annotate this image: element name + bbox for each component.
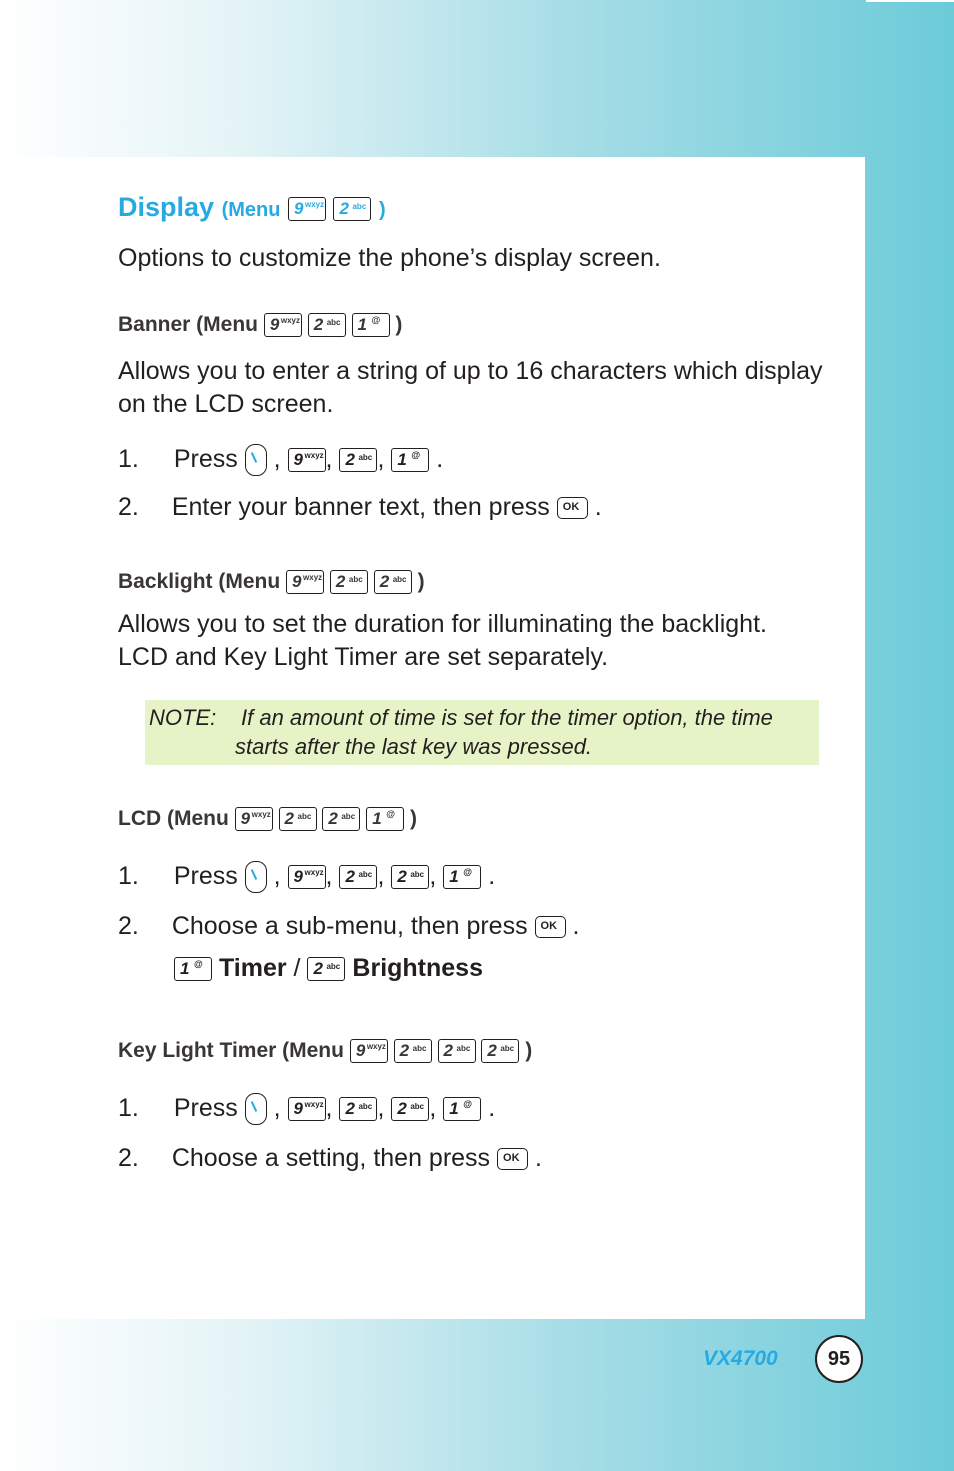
option-brightness: Brightness — [352, 954, 483, 982]
key-2-icon — [374, 570, 412, 594]
comma: , — [377, 445, 385, 473]
key-sub: abc — [410, 870, 425, 880]
key-sub: abc — [500, 1044, 515, 1054]
comma: , — [429, 862, 437, 890]
period: . — [488, 862, 496, 890]
period: . — [488, 1094, 496, 1122]
key-sub: abc — [358, 1102, 373, 1112]
key-sub: abc — [410, 1102, 425, 1112]
comma: , — [325, 862, 333, 890]
intro-text: Options to customize the phone’s display screen. — [118, 244, 661, 272]
key-num: 9 — [293, 198, 304, 218]
key-9-icon — [235, 807, 273, 831]
key-sub: wxyz — [304, 868, 324, 878]
key-num: 2 — [313, 315, 324, 335]
step-text: Choose a sub-menu, then press — [171, 912, 528, 940]
key-2-icon — [307, 957, 345, 981]
key-num: 9 — [292, 572, 302, 592]
comma: , — [273, 1094, 281, 1122]
backlight-heading-close: ) — [417, 570, 425, 593]
comma: , — [429, 1094, 437, 1122]
key-2-icon — [339, 1097, 377, 1121]
comma: , — [273, 862, 281, 890]
key-num: 2 — [335, 572, 346, 592]
note-label: NOTE: — [149, 705, 217, 730]
key-1-icon — [443, 1097, 481, 1121]
step-number: 2. — [118, 493, 139, 521]
key-num: 9 — [355, 1041, 366, 1061]
banner-heading-close: ) — [395, 313, 403, 336]
comma: , — [377, 862, 385, 890]
key-num: 1 — [449, 1099, 459, 1119]
ok-key-icon — [557, 497, 588, 519]
key-1-icon — [352, 313, 390, 337]
period: . — [534, 1144, 542, 1172]
key-sub: wxyz — [304, 199, 325, 209]
key-2-icon — [339, 448, 377, 472]
key-num: 1 — [449, 867, 459, 887]
key-1-icon — [391, 448, 429, 472]
key-num: 2 — [328, 809, 338, 829]
key-sub: abc — [348, 575, 363, 585]
key-sub: abc — [412, 1044, 427, 1054]
key-num: 2 — [397, 1099, 407, 1119]
backlight-heading — [118, 570, 425, 594]
key-sub: @ — [411, 450, 421, 461]
key-num: 2 — [399, 1041, 410, 1061]
key-sub: OK — [562, 501, 580, 514]
key-num: 2 — [379, 572, 390, 592]
key-num: 9 — [269, 315, 280, 335]
lcd-step-1 — [118, 860, 495, 893]
menu-label: (Menu — [221, 199, 281, 221]
keylight-step-2 — [118, 1142, 542, 1175]
keylight-step-1 — [118, 1092, 495, 1125]
model-name: VX4700 — [703, 1347, 778, 1370]
menu-key-mark — [250, 869, 256, 880]
step-text: Press — [173, 862, 238, 890]
key-2-icon — [308, 313, 346, 337]
banner-desc-2: on the LCD screen. — [118, 390, 334, 418]
period: . — [594, 493, 602, 521]
key-1-icon — [174, 957, 212, 981]
menu-key-icon — [245, 444, 267, 476]
option-timer: Timer — [218, 954, 287, 982]
key-sub: OK — [540, 920, 558, 933]
banner-step-2 — [118, 491, 602, 524]
menu-key-mark — [250, 1101, 256, 1112]
ok-key-icon — [497, 1148, 528, 1170]
comma: , — [325, 1094, 333, 1122]
key-num: 2 — [339, 198, 349, 218]
key-sub: wxyz — [251, 810, 271, 820]
key-num: 2 — [487, 1041, 497, 1061]
key-num: 2 — [313, 959, 323, 979]
step-text: Choose a setting, then press — [171, 1144, 491, 1172]
menu-close: ) — [379, 199, 386, 221]
key-sub: @ — [463, 1099, 473, 1110]
key-num: 1 — [397, 450, 407, 470]
key-9-icon — [288, 448, 326, 472]
key-2-icon — [330, 570, 368, 594]
key-sub: @ — [463, 867, 473, 878]
comma: , — [377, 1094, 385, 1122]
key-num: 2 — [443, 1041, 453, 1061]
keylight-heading — [118, 1039, 532, 1063]
top-edge-line — [866, 0, 954, 2]
key-num: 2 — [284, 809, 294, 829]
key-num: 9 — [293, 1099, 303, 1119]
key-sub: @ — [386, 809, 395, 820]
banner-heading-text: Banner (Menu — [118, 313, 259, 336]
key-num: 2 — [345, 1099, 355, 1119]
section-title — [118, 192, 386, 223]
banner-step-1 — [118, 443, 443, 476]
lcd-heading-close: ) — [410, 807, 418, 830]
key-sub: abc — [297, 812, 312, 822]
note-line-1: If an amount of time is set for the timer option, the time — [241, 705, 773, 730]
key-sub: wxyz — [303, 573, 323, 583]
banner-heading — [118, 313, 402, 337]
step-number: 2. — [118, 1144, 139, 1172]
lcd-heading-text: LCD (Menu — [118, 807, 229, 830]
note-box — [145, 700, 819, 765]
backlight-heading-text: Backlight (Menu — [118, 570, 281, 593]
key-sub: @ — [371, 315, 381, 326]
key-9-icon — [286, 570, 324, 594]
key-sub: abc — [358, 453, 373, 463]
step-number: 1. — [118, 445, 139, 473]
key-sub: wxyz — [304, 1100, 324, 1110]
step-text: Press — [173, 445, 238, 473]
key-2-icon — [394, 1039, 432, 1063]
page-number: 95 — [815, 1335, 863, 1383]
key-2-icon — [339, 865, 377, 889]
backlight-desc-2: LCD and Key Light Timer are set separately. — [118, 643, 609, 671]
key-sub: abc — [326, 962, 341, 972]
ok-key-icon — [535, 916, 566, 938]
step-text: Enter your banner text, then press — [171, 493, 550, 521]
key-2-icon — [279, 807, 317, 831]
key-9-icon — [288, 197, 326, 221]
keylight-heading-close: ) — [525, 1039, 533, 1062]
lcd-options — [174, 954, 483, 983]
key-1-icon — [443, 865, 481, 889]
period: . — [436, 445, 444, 473]
key-2-icon — [438, 1039, 476, 1063]
key-sub: abc — [358, 870, 373, 880]
key-2-icon — [333, 197, 371, 221]
key-sub: abc — [352, 201, 367, 211]
key-sub: OK — [503, 1152, 520, 1165]
key-num: 1 — [180, 959, 190, 979]
key-sub: wxyz — [366, 1042, 386, 1052]
comma: , — [273, 445, 281, 473]
key-2-icon — [322, 807, 360, 831]
step-number: 1. — [118, 862, 139, 890]
key-sub: @ — [194, 959, 203, 970]
backlight-desc-1: Allows you to set the duration for illuminating the backlight. — [118, 610, 767, 638]
comma: , — [325, 445, 333, 473]
banner-desc-1: Allows you to enter a string of up to 16 characters which display — [118, 357, 823, 385]
step-text: Press — [173, 1094, 238, 1122]
menu-key-icon — [245, 1093, 267, 1125]
key-num: 9 — [240, 809, 251, 829]
key-9-icon — [264, 313, 302, 337]
option-separator: / — [293, 954, 301, 982]
step-number: 1. — [118, 1094, 139, 1122]
key-sub: wxyz — [280, 316, 300, 326]
lcd-heading — [118, 807, 417, 831]
keylight-heading-text: Key Light Timer (Menu — [118, 1039, 344, 1062]
key-2-icon — [391, 1097, 429, 1121]
step-number: 2. — [118, 912, 139, 940]
menu-key-mark — [250, 452, 256, 463]
section-title-text: Display — [118, 192, 215, 222]
key-num: 9 — [293, 867, 303, 887]
key-num: 1 — [357, 315, 368, 335]
lcd-step-2 — [118, 910, 579, 943]
key-sub: abc — [326, 318, 341, 328]
key-9-icon — [288, 865, 326, 889]
period: . — [572, 912, 580, 940]
key-2-icon — [481, 1039, 519, 1063]
key-2-icon — [391, 865, 429, 889]
key-sub: abc — [341, 812, 356, 822]
menu-key-icon — [245, 861, 267, 893]
key-num: 1 — [372, 809, 382, 829]
key-sub: abc — [392, 575, 407, 585]
key-num: 2 — [397, 867, 407, 887]
key-9-icon — [288, 1097, 326, 1121]
key-num: 2 — [345, 867, 355, 887]
key-1-icon — [366, 807, 404, 831]
key-sub: wxyz — [304, 451, 324, 461]
key-num: 9 — [293, 450, 303, 470]
key-num: 2 — [345, 450, 355, 470]
note-line-2: starts after the last key was pressed. — [235, 734, 593, 759]
key-sub: abc — [456, 1044, 471, 1054]
key-9-icon — [350, 1039, 388, 1063]
